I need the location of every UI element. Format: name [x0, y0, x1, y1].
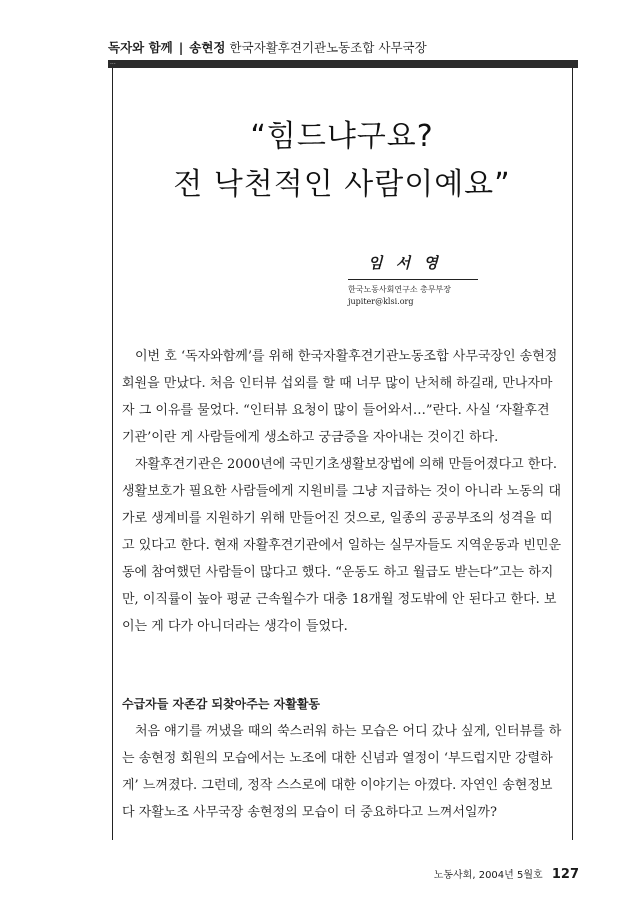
body-paragraph-1: 이번 호 ‘독자와함께’를 위해 한국자활후견기관노동조합 사무국장인 송현정 회원을 만났다. 처음 인터뷰 섭외를 할 때 너무 많이 난처해 하길래, 만나자마자 그 이유를 물었다. “인터뷰 요청이 많이 들어와서…”란다. 사실 ‘자활후견기관’이란 게 사람들에게 생소하고 궁금증을 자아내는 것이긴 하다. [122, 349, 558, 445]
author-email: jupiter@klsi.org [348, 297, 414, 306]
author-rule [348, 279, 478, 280]
header-bar-text: ... [110, 59, 116, 66]
footer-publication: 노동사회, 2004년 5월호 [433, 870, 543, 881]
header-affiliation: 한국자활후견기관노동조합 사무국장 [229, 40, 427, 55]
body-paragraph-2: 자활후견기관은 2000년에 국민기초생활보장법에 의해 만들어졌다고 한다. 생활보호가 필요한 사람들에게 지원비를 그냥 지급하는 것이 아니라 노동의 대가로 생계비를 지원하기 위해 만들어진 것으로, 일종의 공공부조의 성격을 띠고 있다고 한다. 현재 자활후견기관에서 일하는 실무자들도 지역운동과 빈민운동에 참여했던 사람들이 많다고 했다. “운동도 하고 월급도 받는다”고는 하지만, 이직률이 높아 평균 근속월수가 대충 18개월 정도밖에 안 된다고 한다. 보이는 게 다가 아니더라는 생각이 들었다. [122, 457, 562, 634]
header-series: 독자와 함께 [108, 40, 173, 55]
frame-right-rule [572, 68, 573, 840]
header-separator: | [178, 40, 184, 55]
title-line-1: “힘드냐구요? [250, 119, 434, 154]
author-name: 임 서 영 [368, 254, 442, 272]
article-title [120, 113, 564, 209]
section-paragraph-1: 처음 얘기를 꺼냈을 때의 쑥스러워 하는 모습은 어디 갔나 싶게, 인터뷰를 하는 송현정 회원의 모습에서는 노조에 대한 신념과 열정이 ‘부드럽지만 강렬하게’ 느껴졌다. 그런데, 정작 스스로에 대한 이야기는 아꼈다. 자연인 송현정보다 자활노조 사무국장 송현정의 모습이 더 중요하다고 느껴서일까? [122, 724, 562, 820]
section-heading: 수급자들 자존감 되찾아주는 자활활동 [122, 697, 321, 711]
article-body [122, 343, 562, 640]
header-bar [108, 60, 578, 68]
page-footer [434, 866, 579, 882]
header-name: 송현정 [189, 40, 226, 55]
frame-left-rule [112, 68, 113, 840]
section-body [122, 718, 562, 826]
author-affiliation: 한국노동사회연구소 총무부장 [348, 285, 452, 294]
author-block [348, 252, 488, 308]
page-number: 127 [551, 867, 579, 882]
running-header [108, 38, 578, 56]
title-line-2: 전 낙천적인 사람이예요” [173, 167, 511, 202]
